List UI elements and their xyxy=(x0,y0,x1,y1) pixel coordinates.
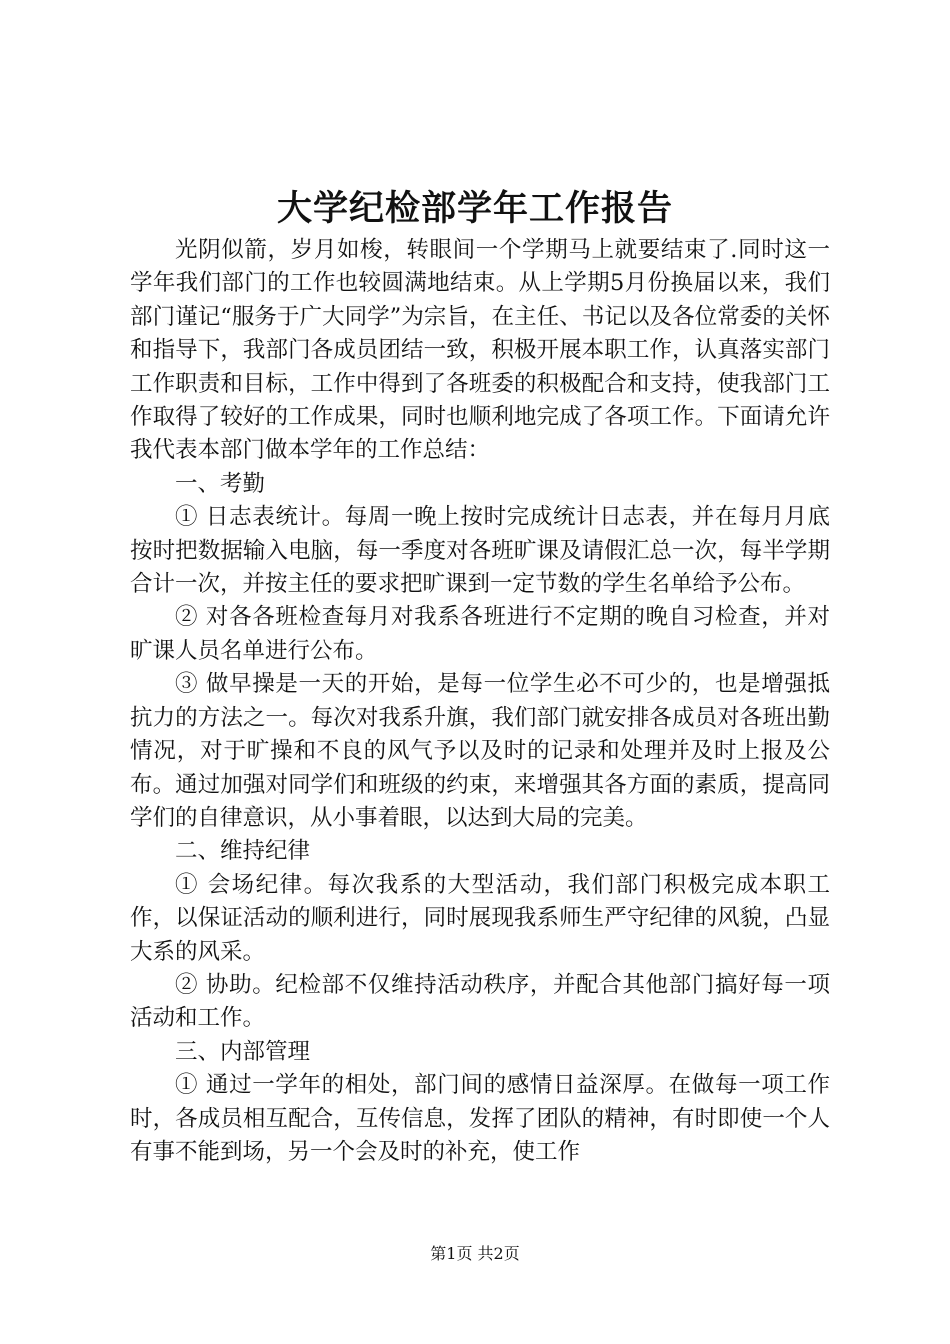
section-heading-discipline: 二、维持纪律 xyxy=(175,838,311,865)
paragraph-item: ① 通过一学年的相处，部门间的感情日益深厚。在做每一项工作时，各成员相互配合，互传信息，发挥了团队的精神，有时即使一个人有事不能到场，另一个会及时的补充，使工作 xyxy=(130,1072,830,1165)
document-body xyxy=(130,234,830,1169)
paragraph-intro: 光阴似箭，岁月如梭，转眼间一个学期马上就要结束了.同时这一学年我们部门的工作也较圆满地结束。从上学期5月份换届以来，我们部门谨记“服务于广大同学”为宗旨，在主任、书记以及各位常委的关怀和指导下，我部门各成员团结一致，积极开展本职工作，认真落实部门工作职责和目标，工作中得到了各班委的积极配合和支持，使我部门工作取得了较好的工作成果，同时也顺利地完成了各项工作。下面请允许我代表本部门做本学年的工作总结： xyxy=(130,237,830,464)
page-footer: 第1页 共2页 xyxy=(430,1244,520,1263)
paragraph-item: ① 会场纪律。每次我系的大型活动，我们部门积极完成本职工作，以保证活动的顺利进行，同时展现我系师生严守纪律的风貌，凸显大系的风采。 xyxy=(130,871,830,965)
paragraph-item: ① 日志表统计。每周一晚上按时完成统计日志表，并在每月月底按时把数据输入电脑，每一季度对各班旷课及请假汇总一次，每半学期合计一次，并按主任的要求把旷课到一定节数的学生名单给予公布。 xyxy=(130,504,830,598)
paragraph-item: ② 协助。纪检部不仅维持活动秩序，并配合其他部门搞好每一项活动和工作。 xyxy=(130,971,830,1032)
document-title: 大学纪检部学年工作报告 xyxy=(276,188,673,229)
section-heading-attendance: 一、考勤 xyxy=(175,470,266,497)
paragraph-item: ③ 做早操是一天的开始，是每一位学生必不可少的，也是增强抵抗力的方法之一。每次对我系升旗，我们部门就安排各成员对各班出勤情况，对于旷操和不良的风气予以及时的记录和处理并及时上报及公布。通过加强对同学们和班级的约束，来增强其各方面的素质，提高同学们的自律意识，从小事着眼，以达到大局的完美。 xyxy=(130,671,830,831)
section-heading-internal: 三、内部管理 xyxy=(175,1038,311,1065)
paragraph-item: ② 对各各班检查每月对我系各班进行不定期的晚自习检查，并对旷课人员名单进行公布。 xyxy=(130,604,830,664)
